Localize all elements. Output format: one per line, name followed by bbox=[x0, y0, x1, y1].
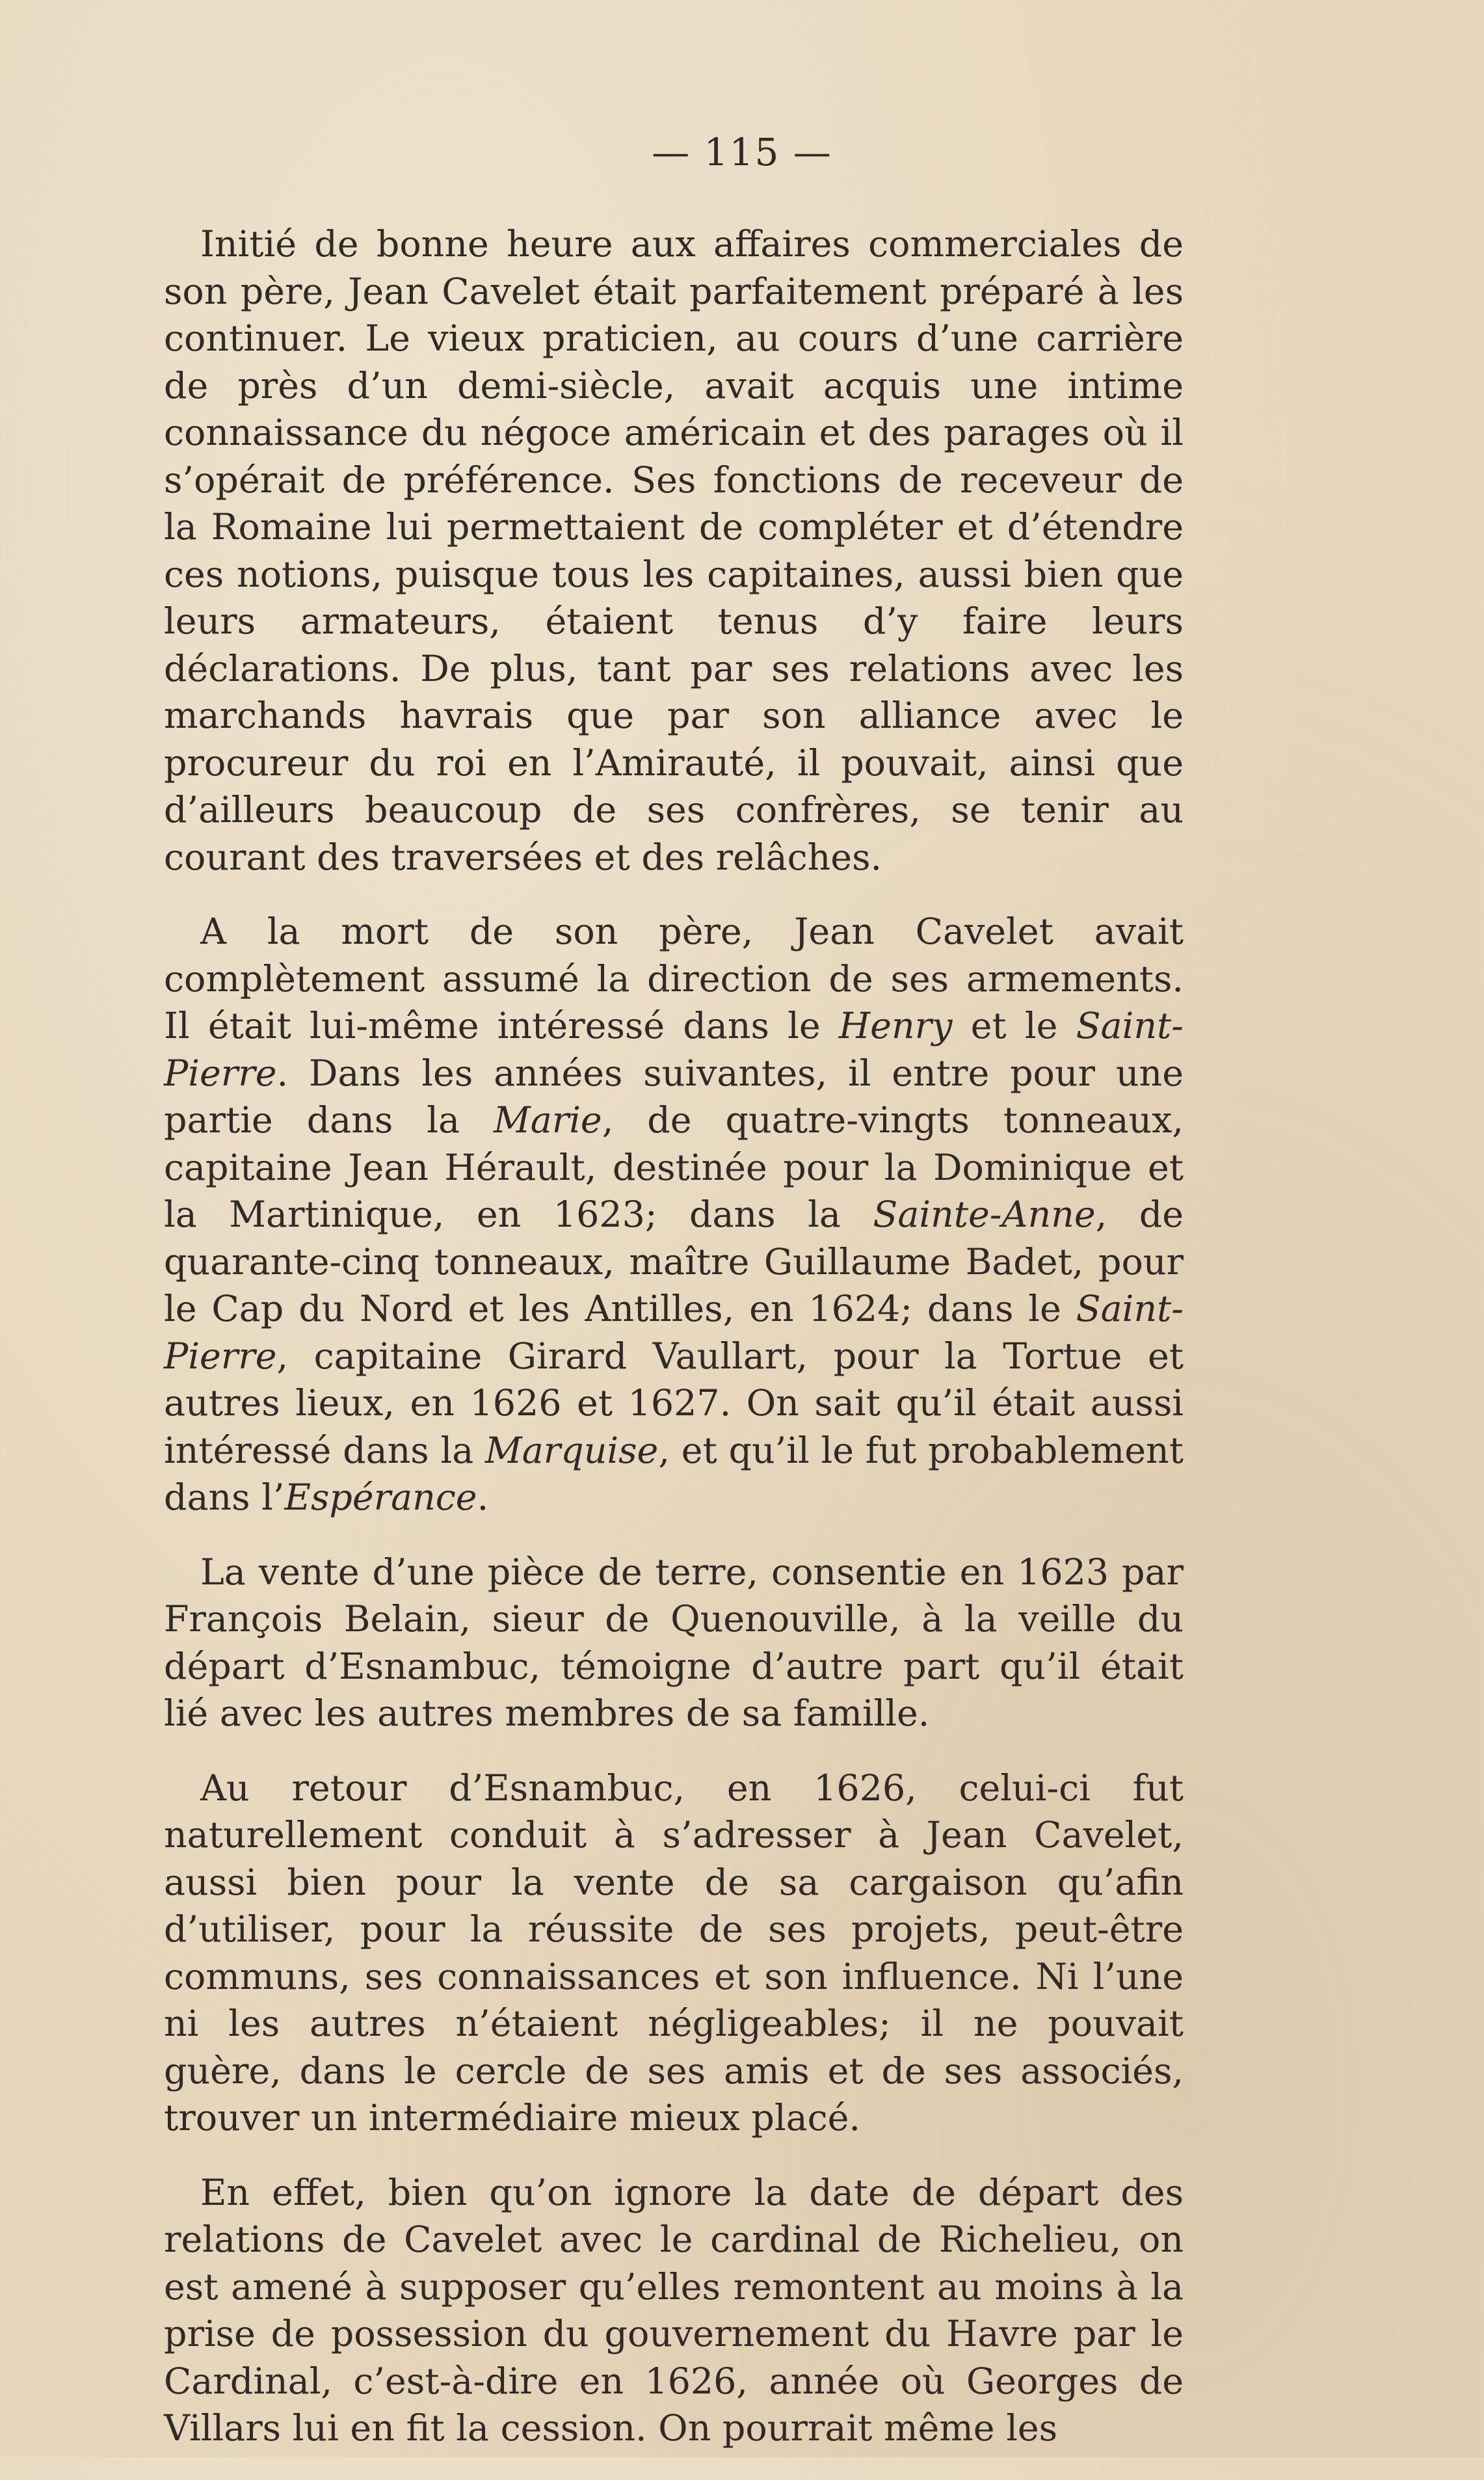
text-run: , de quatre-vingts tonneaux, capitaine Jean Hérault, destinée pour la Dominique et la Martinique, en 1623; dans la bbox=[164, 1100, 1184, 1236]
ship-name: Henry bbox=[838, 1006, 953, 1047]
text-run: , capitaine Girard Vaullart, pour la Tortue et autres lieux, en 1626 et 1627. On sait qu’il était aussi intéressé dans la bbox=[164, 1335, 1184, 1472]
paragraph bbox=[164, 1549, 1184, 1738]
text-run: . Dans les années suivantes, il entre pour une partie dans la bbox=[164, 1052, 1184, 1141]
paragraph bbox=[164, 221, 1184, 881]
text-run: Au retour d’Esnambuc, en 1626, celui-ci fut naturellement conduit à s’adresser à Jean Cavelet, aussi bien pour la vente de sa cargaison qu’afin d’utiliser, pour la réussite de ses projets, peut-être communs, ses connaissances et son influence. Ni l’une ni les autres n’étaient négligeables; il ne pouvait guère, dans le cercle de ses amis et de ses associés, trouver un intermédiaire mieux placé. bbox=[164, 1767, 1184, 2139]
paragraph bbox=[164, 2170, 1184, 2453]
ship-name: Marquise bbox=[485, 1430, 659, 1472]
ship-name: Espérance bbox=[284, 1477, 477, 1519]
text-run: Initié de bonne heure aux affaires commerciales de son père, Jean Cavelet était parfaitement préparé à les continuer. Le vieux praticien, au cours d’une carrière de près d’un demi-siècle, avait acquis une intime connaissance du négoce américain et des parages où il s’opérait de préférence. Ses fonctions de receveur de la Romaine lui permettaient de compléter et d’étendre ces notions, puisque tous les capitaines, aussi bien que leurs armateurs, étaient tenus d’y faire leurs déclarations. De plus, tant par ses relations avec les marchands havrais que par son alliance avec le procureur du roi en l’Amirauté, il pouvait, ainsi que d’ailleurs beaucoup de ses confrères, se tenir au courant des traversées et des relâches. bbox=[164, 224, 1184, 879]
ship-name: Saint-Pierre bbox=[164, 1288, 1184, 1378]
page-number: — 115 — bbox=[652, 130, 832, 174]
text-run: , et qu’il le fut probablement dans l’ bbox=[164, 1430, 1184, 1519]
paragraph bbox=[164, 1765, 1184, 2142]
paragraph bbox=[164, 909, 1184, 1522]
ship-name: Marie bbox=[494, 1100, 602, 1141]
text-run: En effet, bien qu’on ignore la date de départ des relations de Cavelet avec le cardinal de Richelieu, on est amené à supposer qu’elles remontent au moins à la prise de possession du gouvernement du Havre par le Cardinal, c’est-à-dire en 1626, année où Georges de Villars lui en fit la cession. On pourrait même les bbox=[164, 2172, 1184, 2449]
text-run: et le bbox=[952, 1006, 1076, 1047]
ship-name: Saint-Pierre bbox=[164, 1006, 1184, 1095]
body-text bbox=[164, 221, 1184, 2480]
text-run: . bbox=[477, 1477, 489, 1519]
ship-name: Sainte-Anne bbox=[873, 1194, 1096, 1236]
text-run: , de quarante-cinq tonneaux, maître Guillaume Badet, pour le Cap du Nord et les Antilles, en 1624; dans le bbox=[164, 1194, 1184, 1330]
text-run: La vente d’une pièce de terre, consentie en 1623 par François Belain, sieur de Quenouville, à la veille du départ d’Esnambuc, témoigne d’autre part qu’il était lié avec les autres membres de sa famille. bbox=[164, 1551, 1184, 1735]
text-run: A la mort de son père, Jean Cavelet avait complètement assumé la direction de ses armements. Il était lui-même intéressé dans le bbox=[164, 911, 1184, 1047]
